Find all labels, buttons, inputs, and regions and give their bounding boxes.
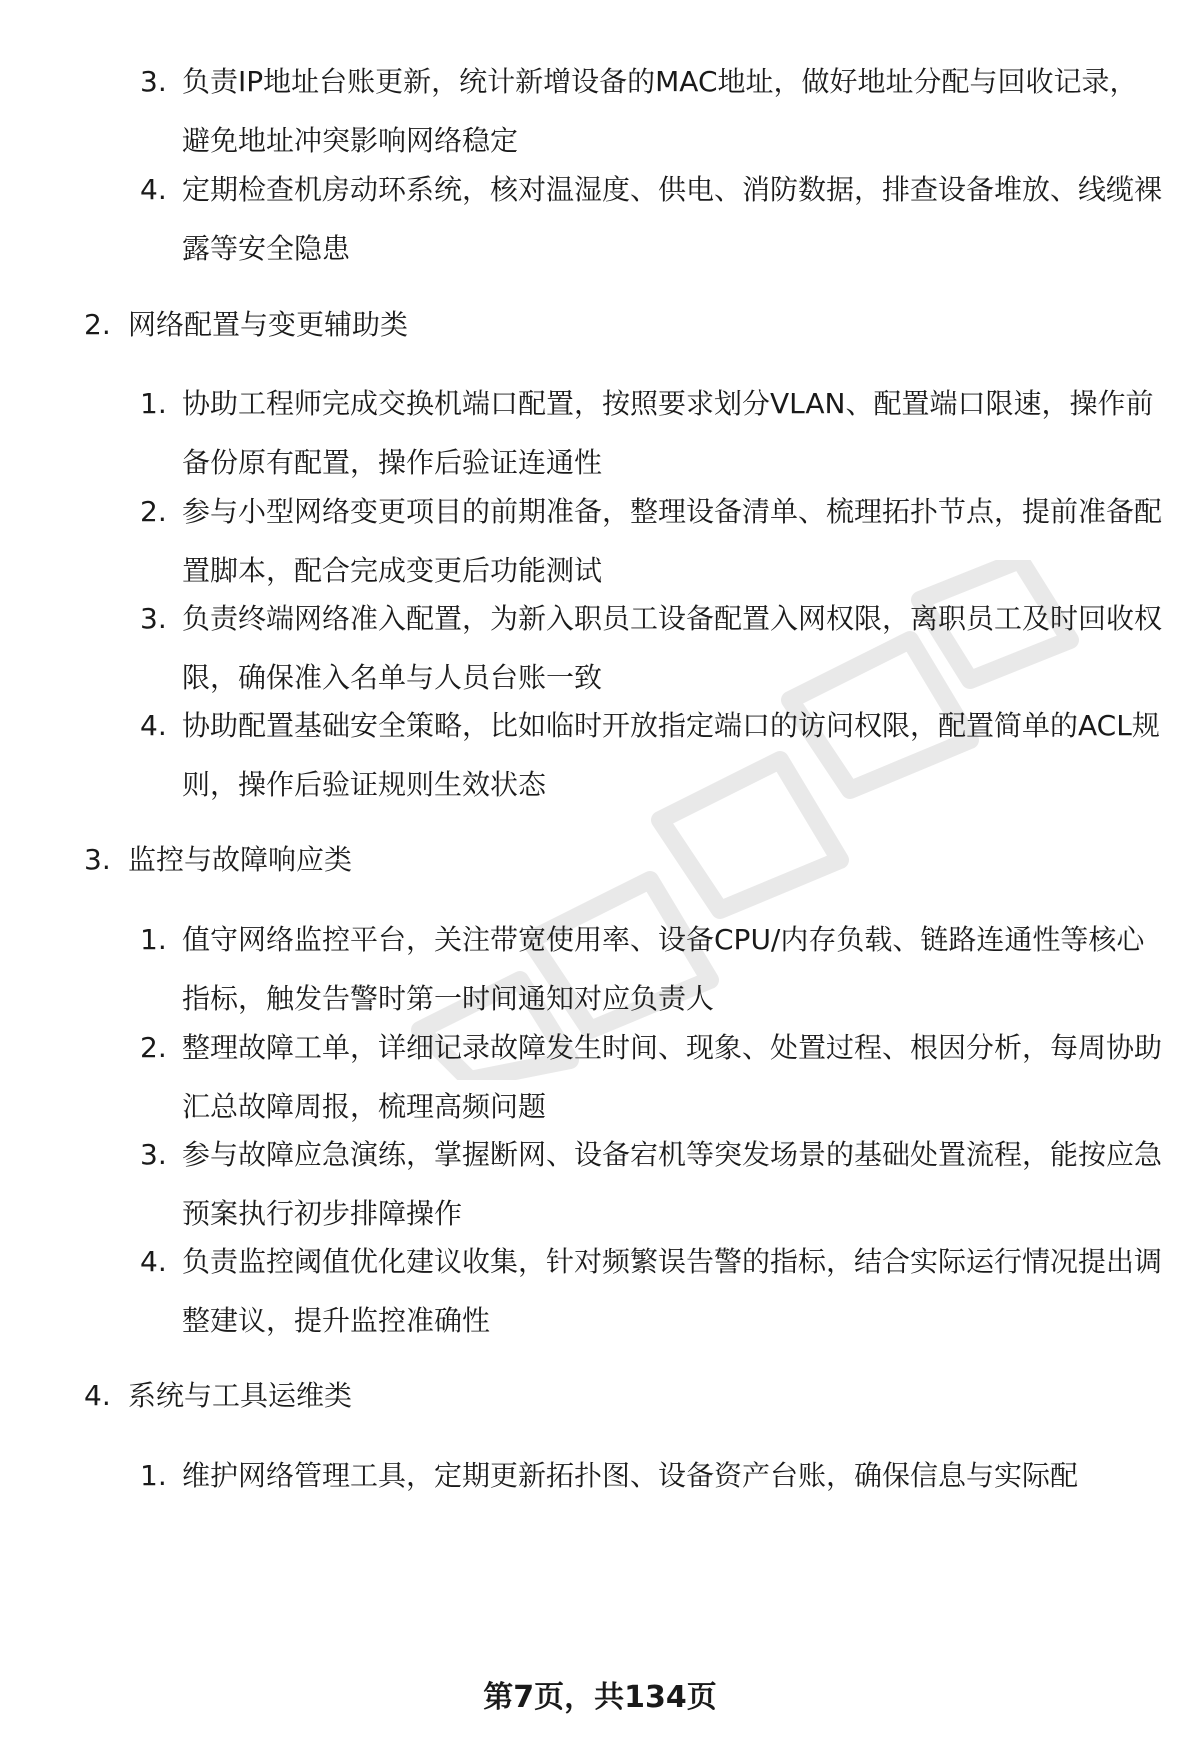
list-item-number: 1. [140, 1459, 167, 1492]
list-item [140, 1018, 1162, 1136]
list-item-number: 1. [140, 923, 167, 956]
list-item-text: 协助工程师完成交换机端口配置，按照要求划分VLAN、配置端口限速，操作前备份原有配置，操作后验证连通性 [182, 387, 1154, 479]
list-item-text: 负责监控阈值优化建议收集，针对频繁误告警的指标，结合实际运行情况提出调整建议，提升监控准确性 [182, 1245, 1163, 1337]
list-item-text: 负责终端网络准入配置，为新入职员工设备配置入网权限，离职员工及时回收权限，确保准入名单与人员台账一致 [182, 602, 1163, 694]
list-item-number: 4. [140, 709, 167, 742]
page-number-footer: 第7页，共134页 [483, 1680, 717, 1715]
list-item-number: 3. [140, 1138, 167, 1171]
list-item-text: 协助配置基础安全策略，比如临时开放指定端口的访问权限，配置简单的ACL规则，操作后验证规则生效状态 [182, 709, 1160, 801]
list-item-number: 2. [140, 1031, 167, 1064]
list-item [140, 1232, 1162, 1350]
list-item-number: 2. [140, 495, 167, 528]
section-number: 3. [84, 843, 111, 876]
list-item [140, 52, 1162, 170]
list-item-number: 4. [140, 173, 167, 206]
list-item-text: 参与故障应急演练，掌握断网、设备宕机等突发场景的基础处置流程，能按应急预案执行初步排障操作 [182, 1138, 1163, 1230]
section-heading [84, 1366, 1154, 1425]
list-item-number: 3. [140, 65, 167, 98]
list-item [140, 696, 1162, 814]
list-item [140, 482, 1162, 600]
list-item [140, 1446, 1162, 1505]
list-item [140, 374, 1162, 492]
list-item-text: 定期检查机房动环系统，核对温湿度、供电、消防数据，排查设备堆放、线缆裸露等安全隐患 [182, 173, 1163, 265]
list-item-text: 参与小型网络变更项目的前期准备，整理设备清单、梳理拓扑节点，提前准备配置脚本，配合完成变更后功能测试 [182, 495, 1163, 587]
list-item-number: 3. [140, 602, 167, 635]
section-title: 监控与故障响应类 [128, 843, 353, 876]
section-title: 系统与工具运维类 [128, 1379, 353, 1412]
list-item-number: 4. [140, 1245, 167, 1278]
list-item-number: 1. [140, 387, 167, 420]
section-number: 2. [84, 308, 111, 341]
section-heading [84, 830, 1154, 889]
list-item [140, 160, 1162, 278]
section-number: 4. [84, 1379, 111, 1412]
list-item [140, 1125, 1162, 1243]
section-heading [84, 295, 1154, 354]
list-item [140, 910, 1162, 1028]
list-item-text: 值守网络监控平台，关注带宽使用率、设备CPU/内存负载、链路连通性等核心指标，触发告警时第一时间通知对应负责人 [182, 923, 1145, 1015]
section-title: 网络配置与变更辅助类 [128, 308, 409, 341]
list-item-text: 负责IP地址台账更新，统计新增设备的MAC地址，做好地址分配与回收记录，避免地址冲突影响网络稳定 [182, 65, 1138, 157]
list-item-text: 维护网络管理工具，定期更新拓扑图、设备资产台账，确保信息与实际配 [182, 1459, 1079, 1492]
list-item-text: 整理故障工单，详细记录故障发生时间、现象、处置过程、根因分析，每周协助汇总故障周报，梳理高频问题 [182, 1031, 1163, 1123]
list-item [140, 589, 1162, 707]
